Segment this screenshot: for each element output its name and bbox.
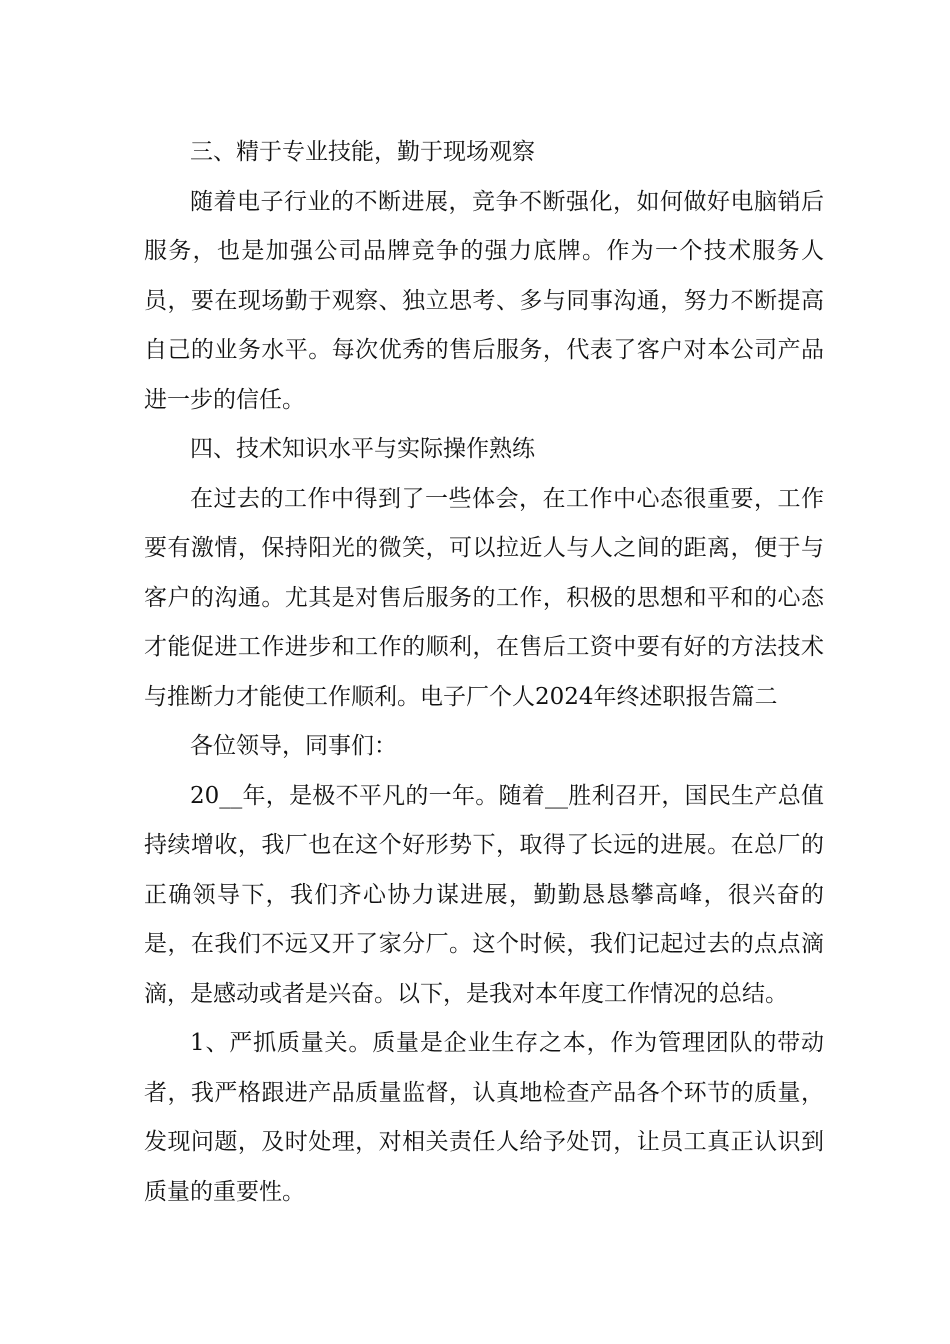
section-heading-3: 三、精于专业技能，勤于现场观察 <box>190 139 535 165</box>
section-heading-4: 四、技术知识水平与实际操作熟练 <box>190 436 535 462</box>
paragraph-after-sales-service: 随着电子行业的不断进展，竞争不断强化，如何做好电脑销后服务，也是加强公司品牌竞争的强力底牌。作为一个技术服务人员，要在现场勤于观察、独立思考、多与同事沟通，努力不断提高自己的业务水平。每次优秀的售后服务，代表了客户对本公司产品进一步的信任。 <box>144 188 824 413</box>
paragraph-quality-control: 1、严抓质量关。质量是企业生存之本，作为管理团队的带动者，我严格跟进产品质量监督，认真地检查产品各个环节的质量，发现问题，及时处理，对相关责任人给予处罚，让员工真正认识到质量的重要性。 <box>144 1030 824 1205</box>
paragraph-work-experience: 在过去的工作中得到了一些体会，在工作中心态很重要，工作要有激情，保持阳光的微笑，可以拉近人与人之间的距离，便于与客户的沟通。尤其是对售后服务的工作，积极的思想和平和的心态才能促进工作进步和工作的顺利，在售后工资中要有好的方法技术与推断力才能使工作顺利。电子厂个人2024年终述职报告篇二 <box>144 485 824 710</box>
salutation: 各位领导，同事们： <box>190 733 397 759</box>
paragraph-year-summary: 20__年，是极不平凡的一年。随着__胜利召开，国民生产总值持续增收，我厂也在这个好形势下，取得了长远的进展。在总厂的正确领导下，我们齐心协力谋进展，勤勤恳恳攀高峰，很兴奋的是，在我们不远又开了家分厂。这个时候，我们记起过去的点点滴滴，是感动或者是兴奋。以下，是我对本年度工作情况的总结。 <box>144 782 824 1007</box>
document-body <box>144 128 824 1217</box>
